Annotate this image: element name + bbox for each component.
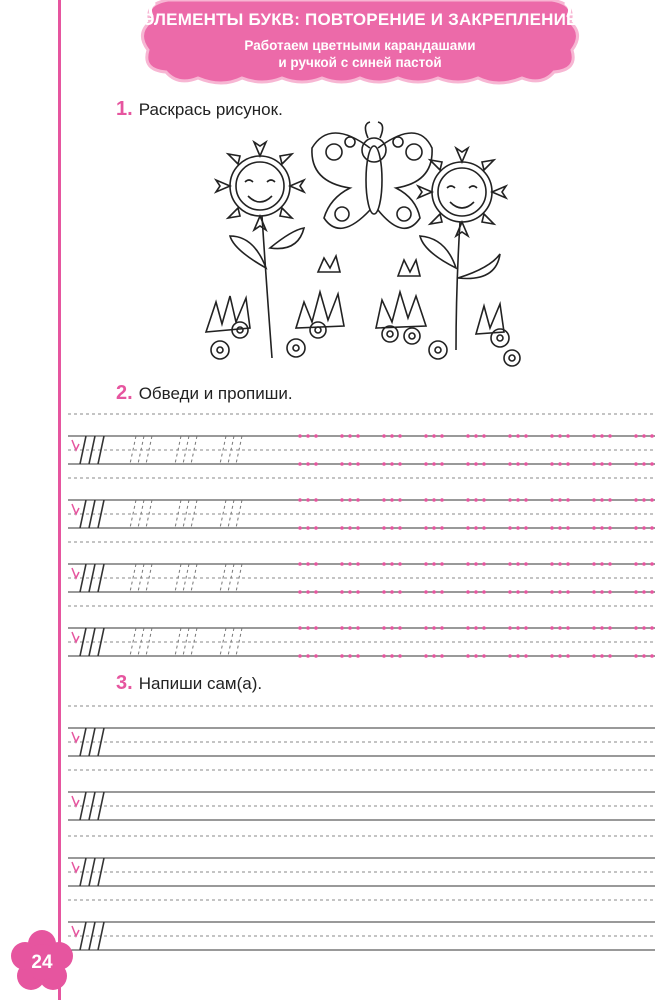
pink-dot: [340, 462, 344, 466]
traced-stroke: [138, 500, 144, 528]
traced-stroke: [138, 628, 144, 656]
task-text: Напиши сам(а).: [138, 674, 263, 693]
pink-dot: [508, 626, 512, 630]
pink-dot: [558, 526, 562, 530]
pink-dot: [558, 498, 562, 502]
pink-dot: [516, 462, 520, 466]
pink-dot: [382, 498, 386, 502]
pink-dot: [432, 626, 436, 630]
pink-dot: [634, 498, 638, 502]
page-number-badge: [10, 930, 74, 994]
pink-dot: [634, 562, 638, 566]
traced-stroke: [228, 564, 234, 592]
page-number: 24: [31, 952, 53, 973]
task-text: Раскрась рисунок.: [138, 100, 283, 119]
pink-dot: [298, 590, 302, 594]
pink-dot: [348, 434, 352, 438]
pink-dot: [356, 590, 360, 594]
pink-dot: [306, 654, 310, 658]
pink-dot: [524, 590, 528, 594]
pink-dot: [356, 434, 360, 438]
traced-stroke: [175, 436, 181, 464]
pink-dot: [634, 462, 638, 466]
pink-dot: [650, 462, 654, 466]
pink-dot: [314, 526, 318, 530]
pink-dot: [608, 626, 612, 630]
pink-dot: [566, 590, 570, 594]
pink-dot: [482, 526, 486, 530]
pink-dot: [608, 434, 612, 438]
pink-dot: [482, 498, 486, 502]
pink-dot: [482, 562, 486, 566]
pink-dot: [398, 526, 402, 530]
pink-dot: [642, 562, 646, 566]
pink-dot: [298, 626, 302, 630]
pink-dot: [424, 462, 428, 466]
pink-dot: [356, 562, 360, 566]
pink-dot: [566, 498, 570, 502]
pink-dot: [306, 498, 310, 502]
task-text: Обведи и пропиши.: [138, 384, 293, 403]
pink-dot: [600, 526, 604, 530]
pink-dot: [550, 654, 554, 658]
pink-dot: [424, 626, 428, 630]
pink-dot: [306, 562, 310, 566]
pink-dot: [466, 498, 470, 502]
pink-dot: [642, 498, 646, 502]
pink-dot: [466, 526, 470, 530]
pink-dot: [306, 462, 310, 466]
pink-dot: [440, 654, 444, 658]
pink-dot: [592, 590, 596, 594]
pink-dot: [550, 590, 554, 594]
pink-dot: [650, 498, 654, 502]
pink-dot: [424, 434, 428, 438]
pink-dot: [600, 654, 604, 658]
pink-dot: [314, 562, 318, 566]
pink-dot: [390, 526, 394, 530]
pink-dot: [432, 526, 436, 530]
pink-dot: [642, 526, 646, 530]
pink-dot: [424, 562, 428, 566]
pink-dot: [298, 462, 302, 466]
pink-dot: [314, 590, 318, 594]
pink-dot: [550, 498, 554, 502]
pink-dot: [432, 434, 436, 438]
arrow-icon: [72, 796, 79, 806]
pink-dot: [298, 562, 302, 566]
pink-dot: [634, 526, 638, 530]
pink-dot: [466, 462, 470, 466]
pink-dot: [348, 590, 352, 594]
pink-dot: [440, 626, 444, 630]
arrow-icon: [72, 862, 79, 872]
pink-dot: [592, 654, 596, 658]
pink-dot: [314, 434, 318, 438]
pink-dot: [440, 434, 444, 438]
pink-dot: [524, 654, 528, 658]
traced-stroke: [175, 628, 181, 656]
pink-dot: [340, 498, 344, 502]
pink-dot: [482, 590, 486, 594]
pink-dot: [348, 626, 352, 630]
pink-dot: [592, 498, 596, 502]
pink-dot: [642, 462, 646, 466]
pink-dot: [356, 654, 360, 658]
pink-dot: [340, 626, 344, 630]
pink-dot: [524, 434, 528, 438]
pink-dot: [306, 434, 310, 438]
pink-dot: [608, 526, 612, 530]
pink-dot: [516, 526, 520, 530]
pink-dot: [650, 562, 654, 566]
pink-dot: [390, 462, 394, 466]
pink-dot: [592, 562, 596, 566]
pink-dot: [608, 590, 612, 594]
pink-dot: [608, 654, 612, 658]
pink-dot: [314, 462, 318, 466]
pink-dot: [550, 626, 554, 630]
pink-dot: [340, 590, 344, 594]
pink-dot: [566, 462, 570, 466]
pink-dot: [398, 498, 402, 502]
pink-dot: [608, 462, 612, 466]
pink-dot: [650, 590, 654, 594]
task-number: 3.: [116, 672, 133, 694]
pink-dot: [466, 562, 470, 566]
pink-dot: [466, 626, 470, 630]
pink-dot: [340, 434, 344, 438]
pink-dot: [440, 462, 444, 466]
pink-dot: [356, 626, 360, 630]
traced-stroke: [228, 628, 234, 656]
arrow-icon: [72, 632, 79, 642]
pink-dot: [592, 434, 596, 438]
pink-dot: [524, 562, 528, 566]
pink-dot: [314, 654, 318, 658]
pink-dot: [474, 626, 478, 630]
pink-dot: [516, 562, 520, 566]
task-3: [116, 672, 262, 695]
pink-dot: [642, 654, 646, 658]
pink-dot: [466, 434, 470, 438]
pink-dot: [382, 654, 386, 658]
pink-dot: [314, 498, 318, 502]
pink-dot: [508, 434, 512, 438]
pink-dot: [482, 654, 486, 658]
pink-dot: [382, 626, 386, 630]
pink-dot: [634, 626, 638, 630]
pink-dot: [440, 498, 444, 502]
pink-dot: [566, 654, 570, 658]
pink-dot: [348, 462, 352, 466]
pink-dot: [558, 626, 562, 630]
traced-stroke: [175, 500, 181, 528]
banner-subtitle-line: и ручкой с синей пастой: [278, 55, 442, 70]
pink-dot: [650, 626, 654, 630]
pink-dot: [642, 626, 646, 630]
pink-dot: [474, 562, 478, 566]
pink-dot: [524, 626, 528, 630]
pink-dot: [432, 590, 436, 594]
pink-dot: [516, 654, 520, 658]
traced-stroke: [138, 436, 144, 464]
pink-dot: [516, 434, 520, 438]
pink-dot: [382, 462, 386, 466]
pink-dot: [424, 526, 428, 530]
pink-dot: [432, 498, 436, 502]
traced-stroke: [228, 436, 234, 464]
pink-dot: [474, 434, 478, 438]
pink-dot: [608, 498, 612, 502]
pink-dot: [474, 462, 478, 466]
pink-dot: [390, 434, 394, 438]
pink-dot: [650, 654, 654, 658]
pink-dot: [440, 526, 444, 530]
pink-dot: [432, 654, 436, 658]
pink-dot: [432, 462, 436, 466]
pink-dot: [566, 626, 570, 630]
pink-dot: [382, 590, 386, 594]
pink-dot: [424, 498, 428, 502]
pink-dot: [650, 526, 654, 530]
pink-dot: [524, 526, 528, 530]
pink-dot: [516, 626, 520, 630]
pink-dot: [298, 434, 302, 438]
pink-dot: [340, 654, 344, 658]
pink-dot: [340, 562, 344, 566]
pink-dot: [508, 462, 512, 466]
pink-dot: [348, 526, 352, 530]
traced-stroke: [175, 564, 181, 592]
task-number: 2.: [116, 382, 133, 404]
pink-dot: [306, 526, 310, 530]
arrow-icon: [72, 568, 79, 578]
pink-dot: [398, 654, 402, 658]
pink-dot: [298, 654, 302, 658]
arrow-icon: [72, 504, 79, 514]
pink-dot: [390, 654, 394, 658]
banner-title: ЭЛЕМЕНТЫ БУКВ: ПОВТОРЕНИЕ И ЗАКРЕПЛЕНИЕ: [142, 10, 578, 29]
banner-subtitle-line: Работаем цветными карандашами: [244, 38, 476, 53]
pink-dot: [642, 434, 646, 438]
pink-dot: [550, 526, 554, 530]
pink-dot: [558, 590, 562, 594]
pink-dot: [466, 654, 470, 658]
pink-dot: [600, 462, 604, 466]
pink-dot: [558, 462, 562, 466]
pink-dot: [440, 562, 444, 566]
pink-dot: [440, 590, 444, 594]
pink-dot: [508, 590, 512, 594]
pink-dot: [508, 498, 512, 502]
pink-dot: [398, 434, 402, 438]
pink-dot: [508, 654, 512, 658]
pink-dot: [382, 526, 386, 530]
pink-dot: [474, 590, 478, 594]
pink-dot: [298, 498, 302, 502]
pink-dot: [592, 526, 596, 530]
pink-dot: [516, 590, 520, 594]
pink-dot: [558, 434, 562, 438]
pink-dot: [558, 562, 562, 566]
pink-dot: [390, 498, 394, 502]
pink-dot: [482, 626, 486, 630]
pink-dot: [650, 434, 654, 438]
pink-dot: [634, 434, 638, 438]
pink-dot: [432, 562, 436, 566]
pink-dot: [558, 654, 562, 658]
pink-dot: [424, 590, 428, 594]
pink-dot: [398, 562, 402, 566]
pink-dot: [508, 526, 512, 530]
pink-dot: [382, 434, 386, 438]
pink-dot: [508, 562, 512, 566]
traced-stroke: [228, 500, 234, 528]
pink-dot: [298, 526, 302, 530]
pink-dot: [356, 526, 360, 530]
pink-dot: [634, 654, 638, 658]
arrow-icon: [72, 732, 79, 742]
pink-dot: [466, 590, 470, 594]
pink-dot: [550, 434, 554, 438]
pink-dot: [482, 434, 486, 438]
pink-dot: [608, 562, 612, 566]
pink-dot: [474, 526, 478, 530]
pink-dot: [524, 498, 528, 502]
pink-dot: [600, 434, 604, 438]
pink-dot: [390, 626, 394, 630]
pink-dot: [348, 498, 352, 502]
pink-dot: [390, 590, 394, 594]
pink-dot: [634, 590, 638, 594]
pink-dot: [398, 626, 402, 630]
pink-dot: [348, 654, 352, 658]
pink-dot: [306, 590, 310, 594]
task-number: 1.: [116, 98, 133, 120]
pink-dot: [592, 462, 596, 466]
pink-dot: [600, 498, 604, 502]
pink-dot: [356, 498, 360, 502]
pink-dot: [524, 462, 528, 466]
pink-dot: [382, 562, 386, 566]
pink-dot: [390, 562, 394, 566]
pink-dot: [340, 526, 344, 530]
pink-dot: [516, 498, 520, 502]
pink-dot: [550, 562, 554, 566]
arrow-icon: [72, 440, 79, 450]
pink-dot: [566, 562, 570, 566]
pink-dot: [642, 590, 646, 594]
pink-dot: [600, 562, 604, 566]
pink-dot: [482, 462, 486, 466]
pink-dot: [424, 654, 428, 658]
pink-dot: [600, 626, 604, 630]
pink-dot: [356, 462, 360, 466]
pink-dot: [474, 498, 478, 502]
traced-stroke: [138, 564, 144, 592]
pink-dot: [306, 626, 310, 630]
pink-dot: [566, 434, 570, 438]
pink-dot: [398, 462, 402, 466]
pink-dot: [550, 462, 554, 466]
pink-dot: [566, 526, 570, 530]
pink-dot: [398, 590, 402, 594]
pink-dot: [348, 562, 352, 566]
pink-dot: [474, 654, 478, 658]
pink-dot: [600, 590, 604, 594]
pink-dot: [592, 626, 596, 630]
pink-dot: [314, 626, 318, 630]
